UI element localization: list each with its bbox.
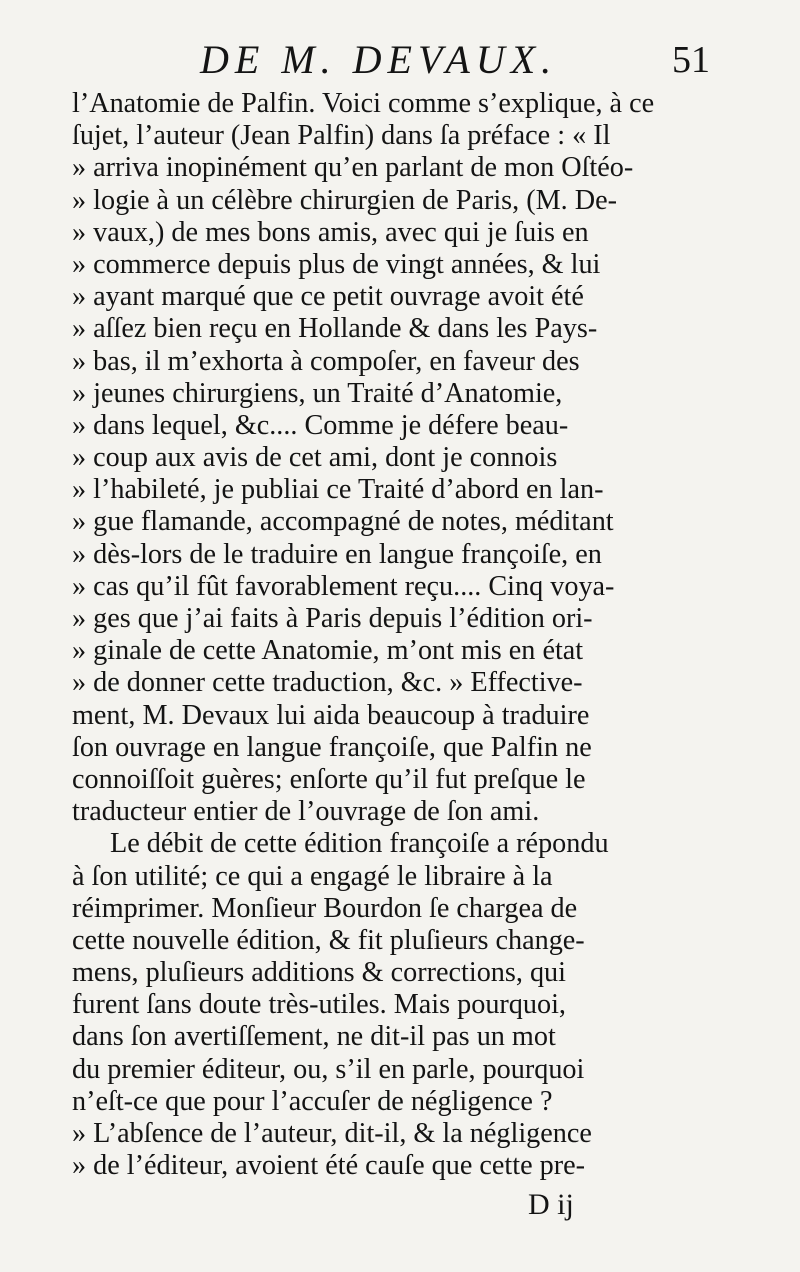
text-line: » ges que j’ai faits à Paris depuis l’édition ori-	[72, 603, 593, 634]
body-text	[72, 88, 712, 1182]
text-line: » ginale de cette Anatomie, m’ont mis en état	[72, 635, 584, 667]
text-line: » de donner cette traduction, &c. » Effective-	[72, 667, 583, 699]
text-line: du premier éditeur, ou, s’il en parle, pourquoi	[72, 1053, 585, 1085]
text-line: furent ſans doute très-utiles. Mais pourquoi,	[72, 989, 566, 1021]
text-line: » vaux,) de mes bons amis, avec qui je ſuis en	[72, 216, 589, 248]
text-line: » gue flamande, accompagné de notes, méditant	[72, 506, 614, 538]
running-head	[0, 36, 800, 86]
text-line: » logie à un célèbre chirurgien de Paris, (M. De-	[72, 184, 618, 216]
text-line: » aſſez bien reçu en Hollande & dans les Pays-	[72, 313, 598, 345]
text-line: » dans lequel, &c.... Comme je défere beau-	[72, 409, 569, 441]
text-line: mens, pluſieurs additions & corrections, qui	[72, 957, 566, 989]
text-line: » jeunes chirurgiens, un Traité d’Anatomie,	[72, 377, 563, 409]
text-line: » de l’éditeur, avoient été cauſe que cette pre-	[72, 1150, 586, 1182]
text-line: ſon ouvrage en langue françoiſe, que Palfin ne	[72, 731, 592, 763]
text-line: » arriva inopinément qu’en parlant de mon Oſtéo-	[72, 152, 634, 184]
text-line: » L’abſence de l’auteur, dit-il, & la négligence	[72, 1118, 592, 1149]
text-line: » ayant marqué que ce petit ouvrage avoit été	[72, 281, 584, 313]
text-line: n’eſt-ce que pour l’accuſer de négligence ?	[72, 1085, 553, 1117]
text-line: dans ſon avertiſſement, ne dit-il pas un mot	[72, 1021, 556, 1053]
text-line: » cas qu’il fût favorablement reçu.... Cinq voya-	[72, 570, 615, 602]
signature-mark: D ij	[528, 1188, 574, 1221]
text-line: » bas, il m’exhorta à compoſer, en faveur des	[72, 345, 580, 377]
text-line: » coup aux avis de cet ami, dont je connois	[72, 442, 558, 474]
text-line: ment, M. Devaux lui aida beaucoup à traduire	[72, 699, 590, 731]
text-line: » commerce depuis plus de vingt années, & lui	[72, 248, 601, 280]
text-line: l’Anatomie de Palfin. Voici comme s’explique, à ce	[72, 88, 655, 119]
text-line: cette nouvelle édition, & fit pluſieurs change-	[72, 924, 585, 956]
text-line: à ſon utilité; ce qui a engagé le libraire à la	[72, 860, 553, 892]
text-line: » l’habileté, je publiai ce Traité d’abord en lan-	[72, 474, 604, 506]
paragraph-start-line: Le débit de cette édition françoiſe a répondu	[110, 828, 609, 860]
running-title: DE M. DEVAUX.	[200, 37, 558, 82]
page-number: 51	[672, 39, 710, 81]
text-line: réimprimer. Monſieur Bourdon ſe chargea de	[72, 892, 578, 924]
text-line: connoiſſoit guères; enſorte qu’il fut preſque le	[72, 763, 586, 795]
text-line: traducteur entier de l’ouvrage de ſon ami.	[72, 796, 540, 828]
text-line: » dès-lors de le traduire en langue françoiſe, en	[72, 538, 602, 570]
text-line: ſujet, l’auteur (Jean Palfin) dans ſa préface : « Il	[72, 120, 611, 152]
